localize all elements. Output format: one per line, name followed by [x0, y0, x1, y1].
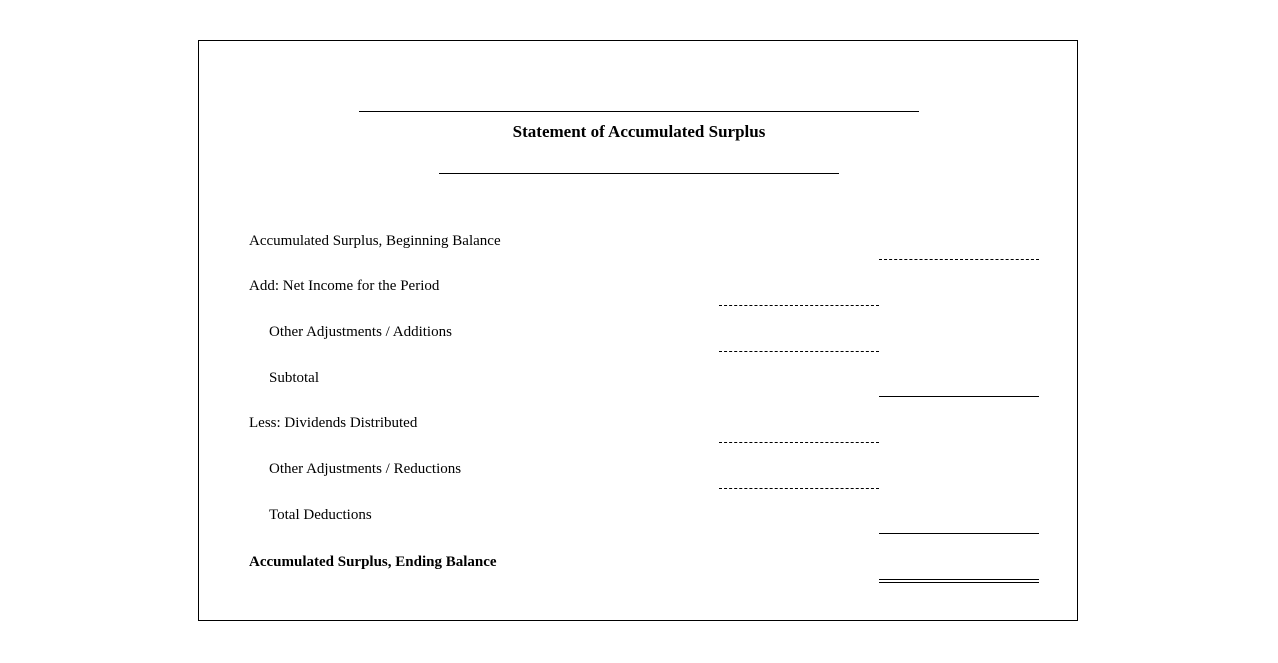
row-net-income-label: Add: Net Income for the Period: [249, 278, 440, 294]
row-total-deductions-label: Total Deductions: [269, 507, 372, 523]
statement-title: Statement of Accumulated Surplus: [512, 122, 766, 141]
statement-sheet: [198, 40, 1078, 621]
other-additions-amount-line: [719, 351, 879, 352]
row-other-reductions-label: Other Adjustments / Reductions: [269, 461, 462, 477]
total-deductions-amount-line: [879, 533, 1039, 534]
beginning-balance-amount-line: [879, 259, 1039, 260]
net-income-amount-line: [719, 305, 879, 306]
ending-balance-amount-double-line: [879, 579, 1039, 583]
period-line: [439, 173, 839, 174]
subtotal-amount-line: [879, 396, 1039, 397]
other-reductions-amount-line: [719, 488, 879, 489]
row-subtotal-label: Subtotal: [269, 370, 320, 386]
row-other-additions-label: Other Adjustments / Additions: [269, 324, 452, 340]
row-beginning-balance-label: Accumulated Surplus, Beginning Balance: [249, 233, 501, 249]
row-ending-balance-label: Accumulated Surplus, Ending Balance: [249, 554, 497, 570]
entity-name-line: [359, 111, 919, 112]
dividends-amount-line: [719, 442, 879, 443]
row-dividends-label: Less: Dividends Distributed: [249, 415, 418, 431]
